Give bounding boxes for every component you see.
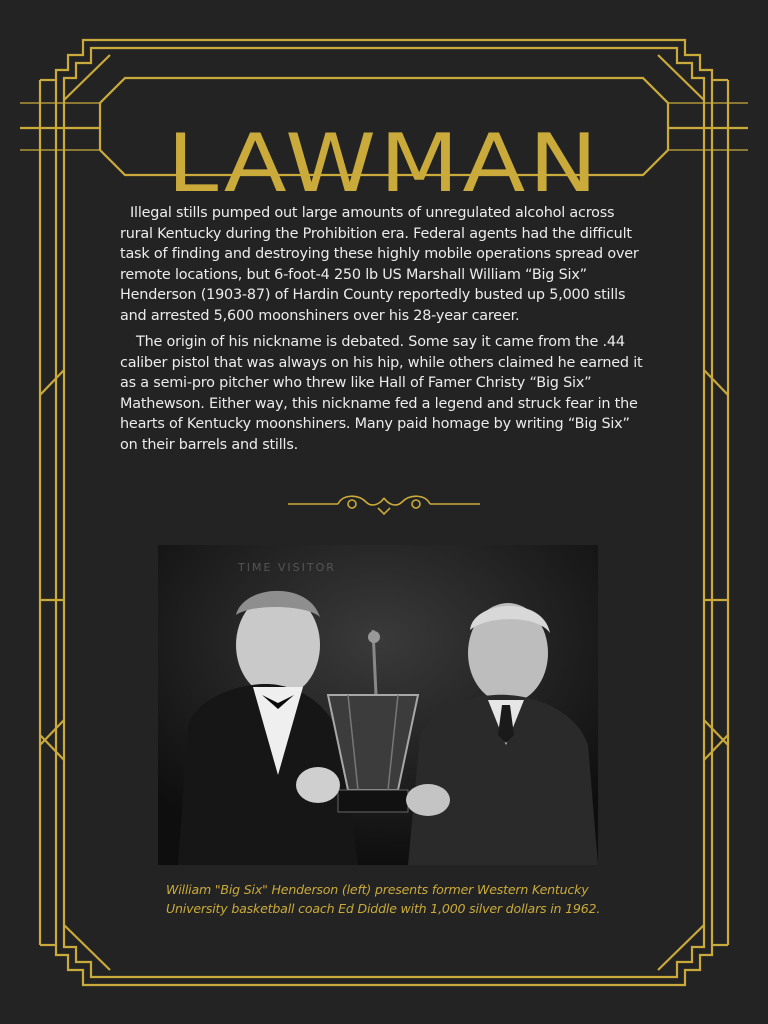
photo-caption: William "Big Six" Henderson (left) presents former Western Kentucky University basketball coach Ed Diddle with 1,000 silver dollars in 1962. xyxy=(166,882,601,916)
article-paragraph: The origin of his nickname is debated. Some say it came from the .44 caliber pistol that was always on his hip, while others claimed he earned it as a semi-pro pitcher who threw like Hall of Famer Christy “Big Six” Mathewson. Either way, this nickname fed a legend and struck fear in the hearts of Kentucky moonshiners. Many paid homage by writing “Big Six” on their barrels and stills. xyxy=(120,334,643,453)
flourish-divider-icon xyxy=(288,490,480,520)
article-body xyxy=(120,203,648,461)
historic-photo xyxy=(158,545,598,865)
scoreboard-text: TIME VISITOR xyxy=(238,561,336,574)
article-paragraph: Illegal stills pumped out large amounts of unregulated alcohol across rural Kentucky during the Prohibition era. Federal agents had the difficult task of finding and destroying these highly mobile operations spread over remote locations, but 6-foot-4 250 lb US Marshall William “Big Six” Henderson (1903-87) of Hardin County reportedly busted up 5,000 stills and arrested 5,600 moonshiners over his 28-year career. xyxy=(120,205,639,324)
page-title: LAWMAN xyxy=(166,116,602,210)
